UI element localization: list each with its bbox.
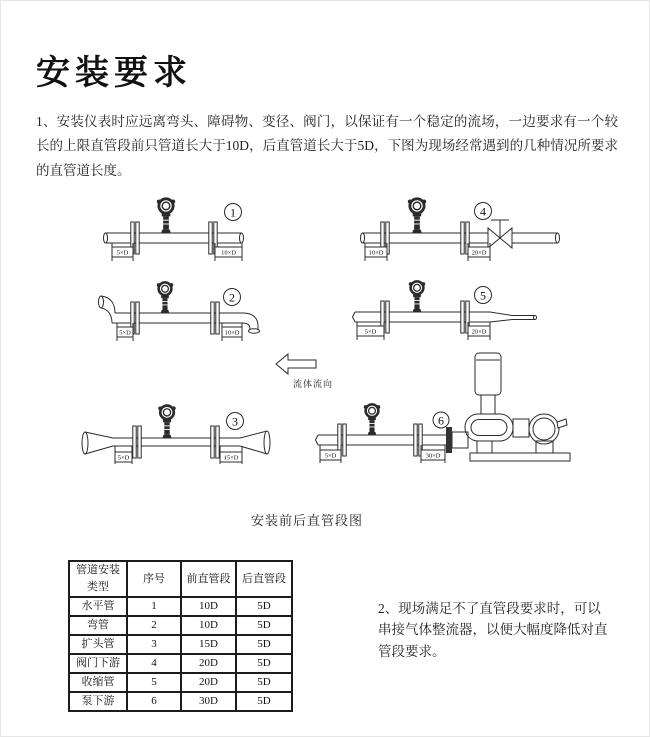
dimension-right-label: 20×D <box>471 328 487 336</box>
dimension-left <box>357 322 384 340</box>
pipe <box>353 312 537 322</box>
flowmeter-icon <box>409 281 425 312</box>
dimension-right <box>215 243 242 261</box>
dimension-right-label: 10×D <box>224 329 240 337</box>
dimension-right <box>468 322 490 340</box>
flange-right <box>211 302 219 334</box>
circled-number-1 <box>225 204 242 221</box>
paragraph-installation-rule: 1、安装仪表时应远离弯头、障碍物、变径、阀门，以保证有一个稳定的流场，一边要求有一个较长的上限直管段前只管道长大于10D，后直管道长大于5D，下图为现场经常遇到的几种情况所要求的直管道长度。 <box>36 113 618 178</box>
diagram-1-horizontal-pipe <box>85 195 300 270</box>
flange-left <box>133 426 141 458</box>
paragraph-rectifier-note: 2、现场满足不了直管段要求时，可以串接气体整流器，以便大幅度降低对直管段要求。 <box>378 600 608 659</box>
straight-pipe-table <box>68 560 293 712</box>
diagram-caption: 安装前后直管段图 <box>251 513 364 528</box>
svg-text:6: 6 <box>438 413 444 428</box>
table-header-row <box>69 561 292 597</box>
svg-text:5: 5 <box>480 288 486 303</box>
circled-number-2 <box>224 289 241 306</box>
flowmeter-icon <box>157 282 173 313</box>
svg-text:4: 4 <box>480 204 486 219</box>
circled-number-4 <box>475 203 492 220</box>
flow-direction-label: 流体流向 <box>293 379 334 389</box>
circled-number-3 <box>227 413 244 430</box>
dimension-left <box>115 446 132 464</box>
flowmeter-icon <box>408 199 426 233</box>
table-row: 扩头管 3 15D 5D <box>69 635 292 654</box>
table-row: 泵下游 6 30D 5D <box>69 692 292 711</box>
pipe <box>361 233 560 243</box>
valve-icon <box>488 220 512 248</box>
svg-text:1: 1 <box>230 205 236 220</box>
diagram-3-expander-pipe <box>65 390 295 485</box>
dimension-left-label: 5×D <box>116 249 129 257</box>
dimension-left-label: 10×D <box>368 249 384 257</box>
diagram-6-pump-downstream <box>305 350 595 475</box>
dimension-left-label: 5×D <box>119 329 131 337</box>
pipe <box>316 435 447 445</box>
flowmeter-icon <box>364 404 380 435</box>
table-row: 收缩管 5 20D 5D <box>69 673 292 692</box>
dimension-right <box>222 323 242 341</box>
dimension-right <box>468 243 490 261</box>
diagram-4-valve-downstream <box>340 190 585 270</box>
dimension-right <box>220 446 242 464</box>
circled-number-6 <box>433 412 449 428</box>
svg-text:2: 2 <box>229 290 235 305</box>
table-row: 弯管 2 10D 5D <box>69 616 292 635</box>
table-row: 水平管 1 10D 5D <box>69 597 292 616</box>
header-pipe-type: 管道安装类型 <box>69 561 127 597</box>
dimension-right-label: 20×D <box>471 249 487 257</box>
header-upstream: 前直管段 <box>181 561 236 597</box>
page-title: 安装要求 <box>36 54 192 92</box>
svg-text:3: 3 <box>232 414 238 429</box>
header-downstream: 后直管段 <box>236 561 292 597</box>
dimension-left <box>112 243 133 261</box>
flowmeter-icon <box>157 199 175 233</box>
table-row: 阀门下游 4 20D 5D <box>69 654 292 673</box>
pipe <box>104 233 244 243</box>
dimension-right <box>421 445 445 463</box>
dimension-right-label: 10×D <box>221 249 236 257</box>
pump-icon <box>446 353 570 461</box>
header-index: 序号 <box>127 561 181 597</box>
flange-right <box>211 426 219 458</box>
circled-number-5 <box>475 287 492 304</box>
dimension-left-label: 5×D <box>117 454 130 462</box>
flowmeter-icon <box>158 406 175 438</box>
dimension-right-label: 30×D <box>425 452 441 460</box>
dimension-left-label: 5×D <box>364 328 377 336</box>
dimension-left-label: 5×D <box>324 452 337 460</box>
dimension-right-label: 15×D <box>223 454 239 462</box>
